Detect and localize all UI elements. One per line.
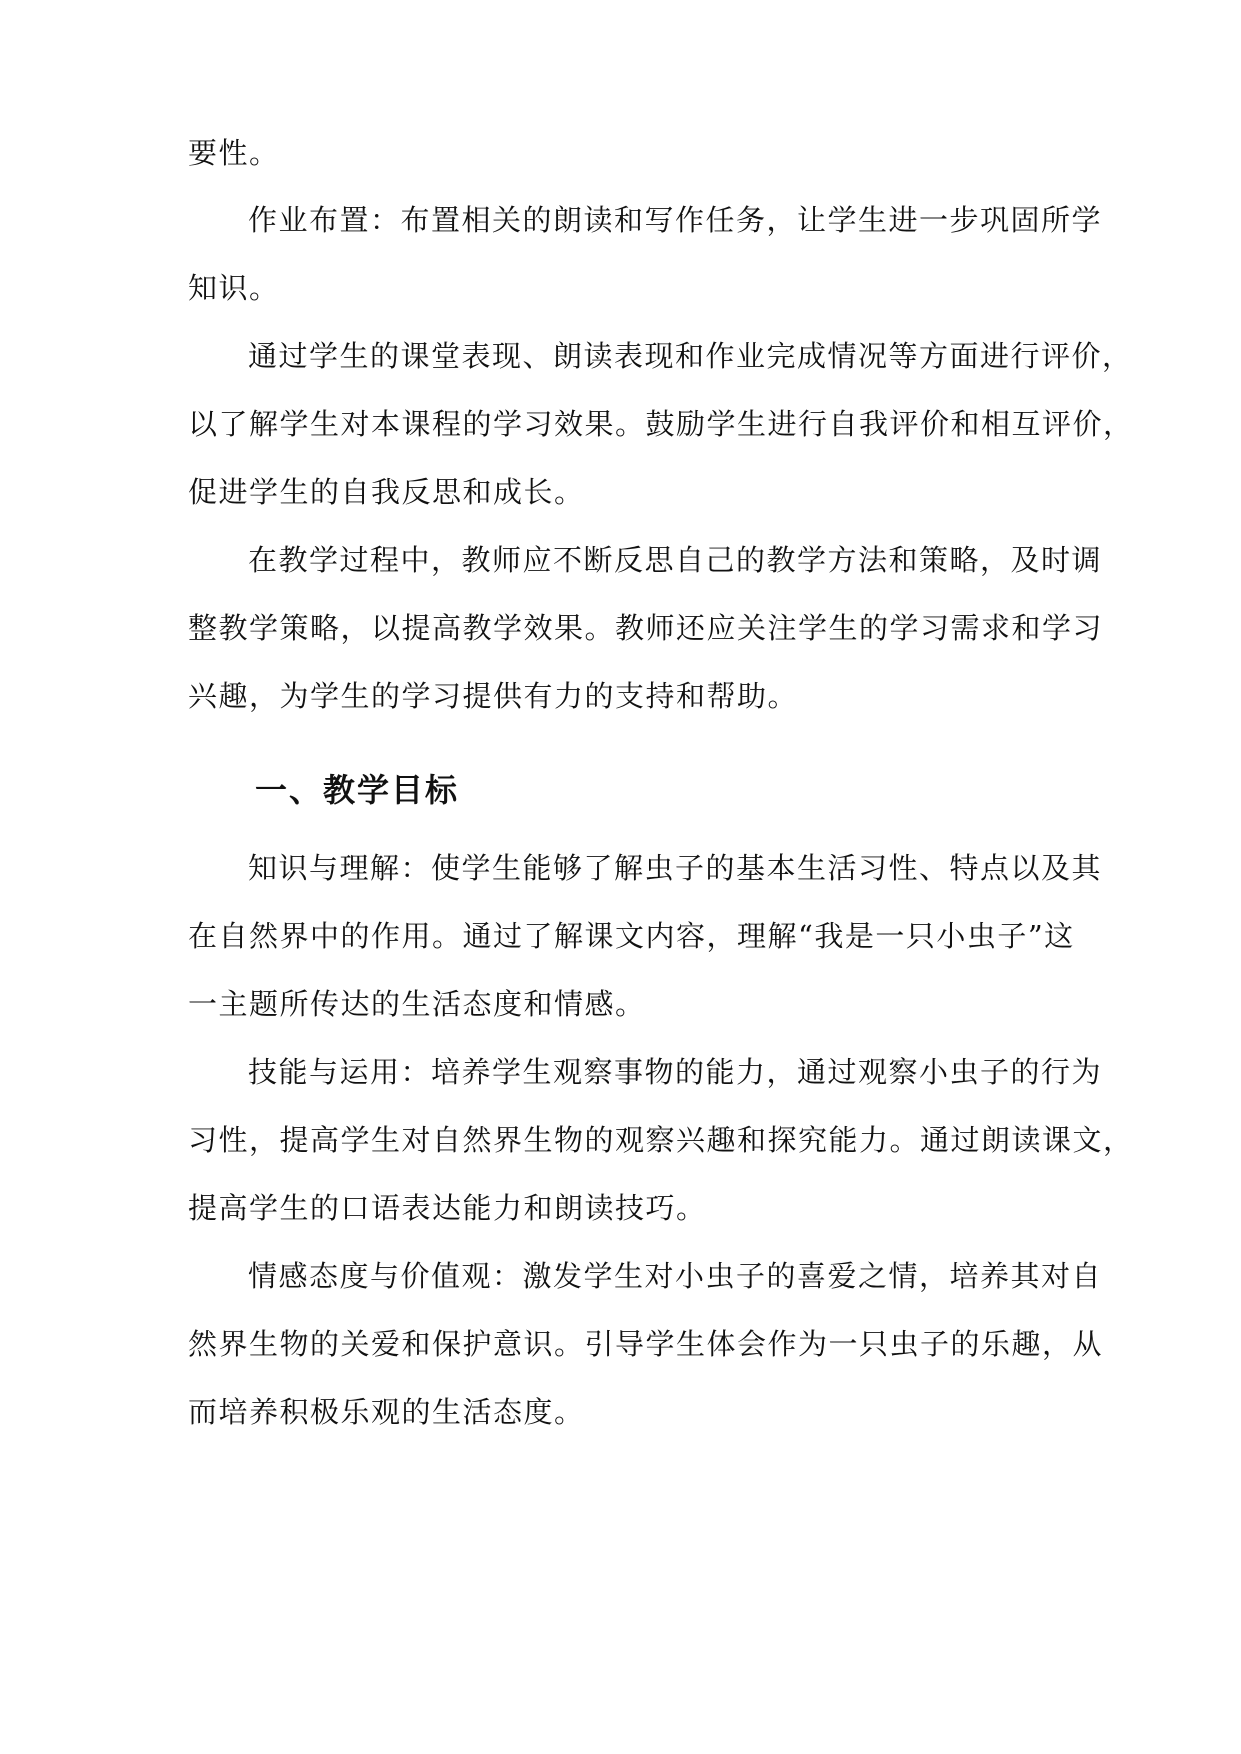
paragraph-line: 提高学生的口语表达能力和朗读技巧。 — [188, 1191, 707, 1225]
paragraph-line: 知识。 — [188, 271, 280, 305]
paragraph-line: 促进学生的自我反思和成长。 — [188, 475, 585, 509]
paragraph-line: 情感态度与价值观：激发学生对小虫子的喜爱之情，培养其对自 — [248, 1259, 1103, 1293]
paragraph-line: 以了解学生对本课程的学习效果。鼓励学生进行自我评价和相互评价， — [188, 407, 1134, 441]
paragraph-line: 在自然界中的作用。通过了解课文内容，理解“我是一只小虫子”这 — [188, 919, 1075, 953]
paragraph-line: 在教学过程中，教师应不断反思自己的教学方法和策略，及时调 — [248, 543, 1103, 577]
paragraph-line: 然界生物的关爱和保护意识。引导学生体会作为一只虫子的乐趣，从 — [188, 1327, 1104, 1361]
paragraph-line: 技能与运用：培养学生观察事物的能力，通过观察小虫子的行为 — [248, 1055, 1103, 1089]
paragraph-line: 作业布置：布置相关的朗读和写作任务，让学生进一步巩固所学 — [248, 203, 1103, 237]
paragraph-line: 习性，提高学生对自然界生物的观察兴趣和探究能力。通过朗读课文， — [188, 1123, 1134, 1157]
paragraph-line: 一主题所传达的生活态度和情感。 — [188, 987, 646, 1021]
paragraph-line: 而培养积极乐观的生活态度。 — [188, 1395, 585, 1429]
section-heading: 一、教学目标 — [255, 771, 460, 809]
paragraph-line: 知识与理解：使学生能够了解虫子的基本生活习性、特点以及其 — [248, 851, 1103, 885]
paragraph-line: 通过学生的课堂表现、朗读表现和作业完成情况等方面进行评价， — [248, 339, 1133, 373]
paragraph-line: 整教学策略，以提高教学效果。教师还应关注学生的学习需求和学习 — [188, 611, 1104, 645]
paragraph-line: 要性。 — [188, 136, 280, 170]
paragraph-line: 兴趣，为学生的学习提供有力的支持和帮助。 — [188, 679, 799, 713]
